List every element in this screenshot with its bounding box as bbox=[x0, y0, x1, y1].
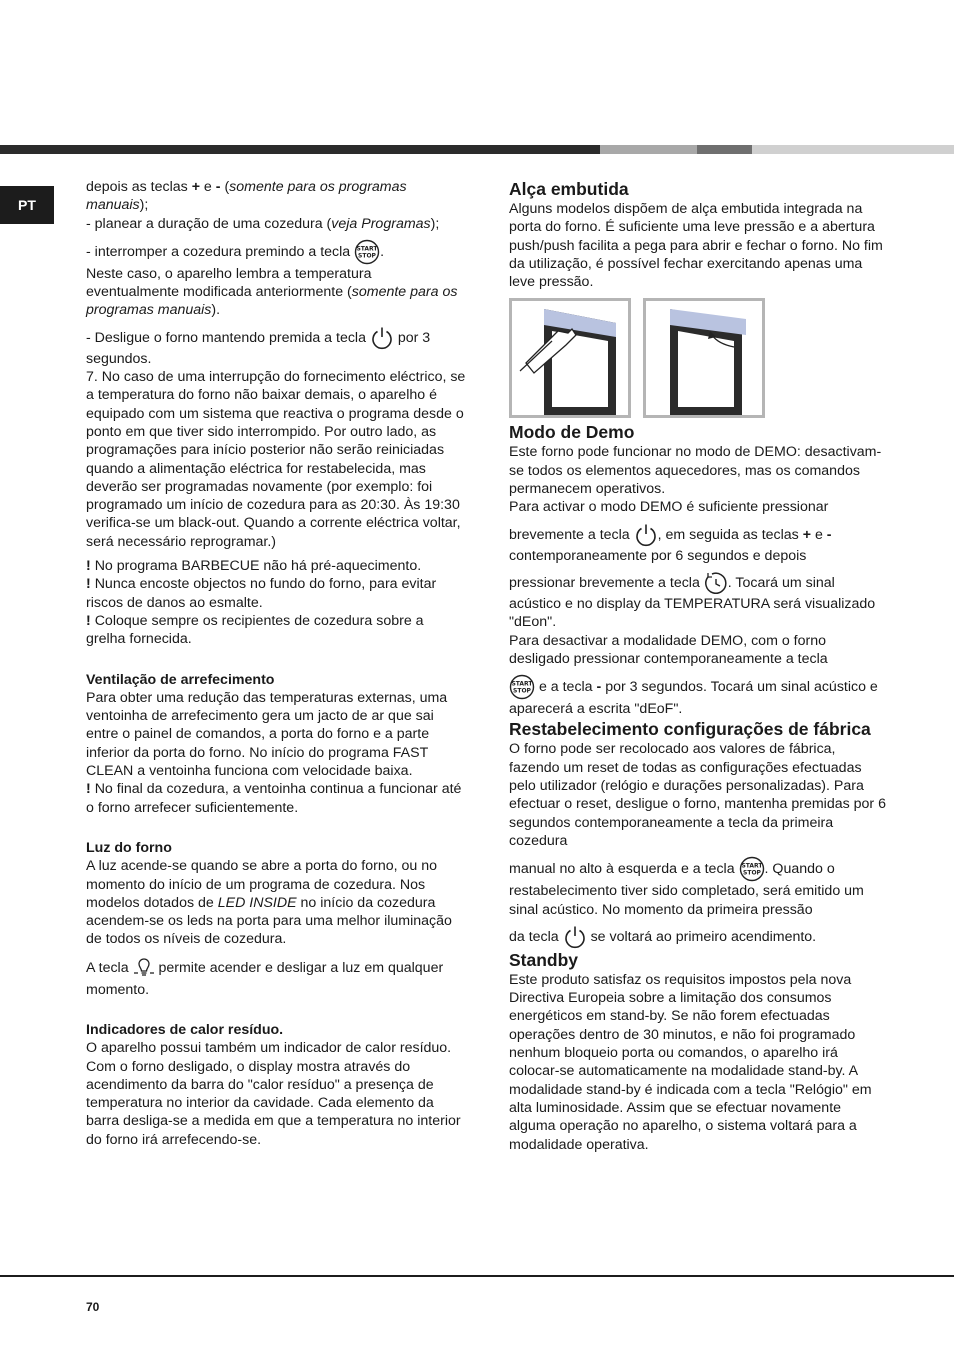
svg-text:STOP: STOP bbox=[742, 869, 761, 877]
heading-oven-light: Luz do forno bbox=[86, 839, 172, 856]
right-column bbox=[509, 178, 889, 1154]
start-stop-icon bbox=[509, 674, 535, 700]
paragraph-handle: Alguns modelos dispõem de alça embutida integrada na porta do forno. É suficiente uma leve pressão e a abertura push/push facilita a pega para abrir e fechar o forno. No fim da utilização, é possível fechar exercitando apenas uma leve pressão. bbox=[509, 201, 883, 291]
paragraph-light-key: A tecla permite acender e desligar a luz em qualquer momento. bbox=[86, 955, 466, 999]
paragraph-reset-2: manual no alto à esquerda e a tecla START STOP . Quando o restabelecimento tiver sido completado, será emitido um sinal acústico. No momento da primeira pressão bbox=[509, 856, 889, 919]
svg-text:START: START bbox=[741, 862, 763, 870]
power-icon bbox=[563, 925, 587, 949]
top-bar-darkgray-segment bbox=[697, 145, 752, 154]
paragraph-interrupt: - interromper a cozedura premindo a tecla START STOP . Neste caso, o aparelho lembra a temperatura eventualmente modificada anteriormente (somente para os programas manuais). bbox=[86, 239, 466, 320]
paragraph-demo-5: Para desactivar a modalidade DEMO, com o forno desligado pressionar contemporaneamente a tecla bbox=[509, 632, 828, 667]
paragraph-demo-6: START STOP e a tecla - por 3 segundos. Tocará um sinal acústico e aparecerá a escrita "dEoF". bbox=[509, 674, 889, 718]
paragraph-demo-1: Este forno pode funcionar no modo de DEMO: desactivam-se todos os elementos aquecedores, mas os comandos permanecem operativos. bbox=[509, 444, 882, 498]
paragraph-keys: depois as teclas + e - (somente para os programas manuais); bbox=[86, 179, 407, 214]
heading-factory-reset: Restabelecimento configurações de fábrica bbox=[509, 719, 871, 740]
heading-demo: Modo de Demo bbox=[509, 422, 635, 443]
left-column bbox=[86, 178, 466, 1149]
power-icon bbox=[370, 326, 394, 350]
oven-door-open-illustration bbox=[646, 301, 762, 415]
page-number: 70 bbox=[86, 1300, 100, 1314]
warning-grill: ! Coloque sempre os recipientes de cozedura sobre a grelha fornecida. bbox=[86, 612, 424, 648]
handle-figures bbox=[509, 298, 889, 418]
top-bar-light-segment bbox=[752, 145, 954, 154]
svg-text:STOP: STOP bbox=[358, 252, 377, 260]
paragraph-demo-4: pressionar brevemente a tecla . Tocará um sinal acústico e no display da TEMPERATURA será visualizado "dEon". bbox=[509, 571, 889, 632]
paragraph-power-failure: 7. No caso de uma interrupção do fornecimento eléctrico, se a temperatura do forno não baixar demais, o aparelho é equipado com um sistema que reactiva o programa desde o ponto em que tiver sido interrompido. Por outro lado, as programações para início posterior não serão reiniciadas quando a alimentação eléctrica for restabelecida, mas deverão ser programadas novamente (por exemplo: foi programado um início de cozedura para as 20:30. Às 19:30 verifica-se um black-out. Quando a corrente eléctrica voltar, será necessário reprogramar.) bbox=[86, 369, 466, 550]
paragraph-residual-heat: O aparelho possui também um indicador de calor resíduo. Com o forno desligado, o display mostra através do acendimento da barra do "calor resíduo" a presença de temperatura no interior da cavidade. Cada elemento da barra desliga-se a medida em que a temperatura no interior do forno irá arrefecendo-se. bbox=[86, 1040, 461, 1148]
paragraph-demo-3: brevemente a tecla , em seguida as teclas + e - contemporaneamente por 6 segundos e depois bbox=[509, 523, 889, 565]
heading-standby: Standby bbox=[509, 949, 579, 970]
svg-text:START: START bbox=[356, 245, 378, 253]
paragraph-cooling-fan: Para obter uma redução das temperaturas externas, uma ventoinha de arrefecimento gera um jacto de ar que sai entre o painel de comandos, a porta do forno e a parte inferior da porta do forno. No início do programa FAST CLEAN a ventoinha funciona com velocidade baixa. bbox=[86, 689, 448, 780]
paragraph-reset-1: O forno pode ser recolocado aos valores de fábrica, fazendo um reset de todas as configurações efectuadas pelo utilizador (relógio e durações personalizadas). Para efectuar o reset, desligue o forno, mantenha premidas por 6 segundos contemporaneamente a tecla da primeira cozedura bbox=[509, 741, 886, 849]
paragraph-switch-off: - Desligue o forno mantendo premida a tecla por 3 segundos. bbox=[86, 326, 466, 368]
start-stop-icon bbox=[739, 856, 765, 882]
top-bar-mid-segment bbox=[600, 145, 697, 154]
heading-residual-heat: Indicadores de calor resíduo. bbox=[86, 1021, 284, 1038]
top-bar-dark-segment bbox=[0, 145, 600, 154]
paragraph-plan: - planear a duração de uma cozedura (veja Programas); bbox=[86, 215, 440, 232]
power-icon bbox=[634, 523, 658, 547]
heading-handle: Alça embutida bbox=[509, 179, 629, 199]
clock-icon bbox=[704, 571, 728, 595]
figure-push-door bbox=[509, 298, 631, 418]
footer-rule bbox=[0, 1275, 954, 1277]
warning-cooling-fan: ! No final da cozedura, a ventoinha continua a funcionar até o forno arrefecer suficientemente. bbox=[86, 781, 462, 816]
start-stop-icon bbox=[354, 239, 380, 265]
paragraph-standby: Este produto satisfaz os requisitos impostos pela nova Directiva Europeia sobre a limitação dos consumos energéticos em stand-by. Se não forem efectuadas operações dentro de 30 minutos, e não foi programado nenhum bloqueio porta ou comandos, o aparelho irá colocar-se automaticamente na modalidade stand-by. A modalidade stand-by é indicada com a tecla "Relógio" em alta luminosidade. Assim que se efectuar novamente alguma operação no aparelho, o sistema voltará para a modalidade operativa. bbox=[509, 971, 872, 1153]
figure-open-door bbox=[643, 298, 765, 418]
light-bulb-icon bbox=[133, 955, 155, 981]
paragraph-reset-3: da tecla se voltará ao primeiro acendimento. bbox=[509, 925, 889, 949]
heading-cooling-fan: Ventilação de arrefecimento bbox=[86, 671, 275, 688]
oven-door-push-illustration bbox=[512, 301, 628, 415]
warning-barbecue: ! No programa BARBECUE não há pré-aquecimento. bbox=[86, 558, 422, 575]
paragraph-oven-light: A luz acende-se quando se abre a porta do forno, ou no momento do início de um programa de cozedura. Nos modelos dotados de LED INSIDE no início da cozedura acendem-se os leds na porta para uma melhor iluminação de todos os níveis de cozedura. bbox=[86, 858, 452, 948]
svg-text:STOP: STOP bbox=[513, 687, 531, 695]
language-tab: PT bbox=[0, 186, 54, 224]
svg-text:START: START bbox=[511, 680, 533, 688]
paragraph-demo-2: Para activar o modo DEMO é suficiente pressionar bbox=[509, 499, 829, 516]
warning-enamel: ! Nunca encoste objectos no fundo do forno, para evitar riscos de danos ao esmalte. bbox=[86, 576, 437, 611]
top-color-bar bbox=[0, 145, 954, 154]
